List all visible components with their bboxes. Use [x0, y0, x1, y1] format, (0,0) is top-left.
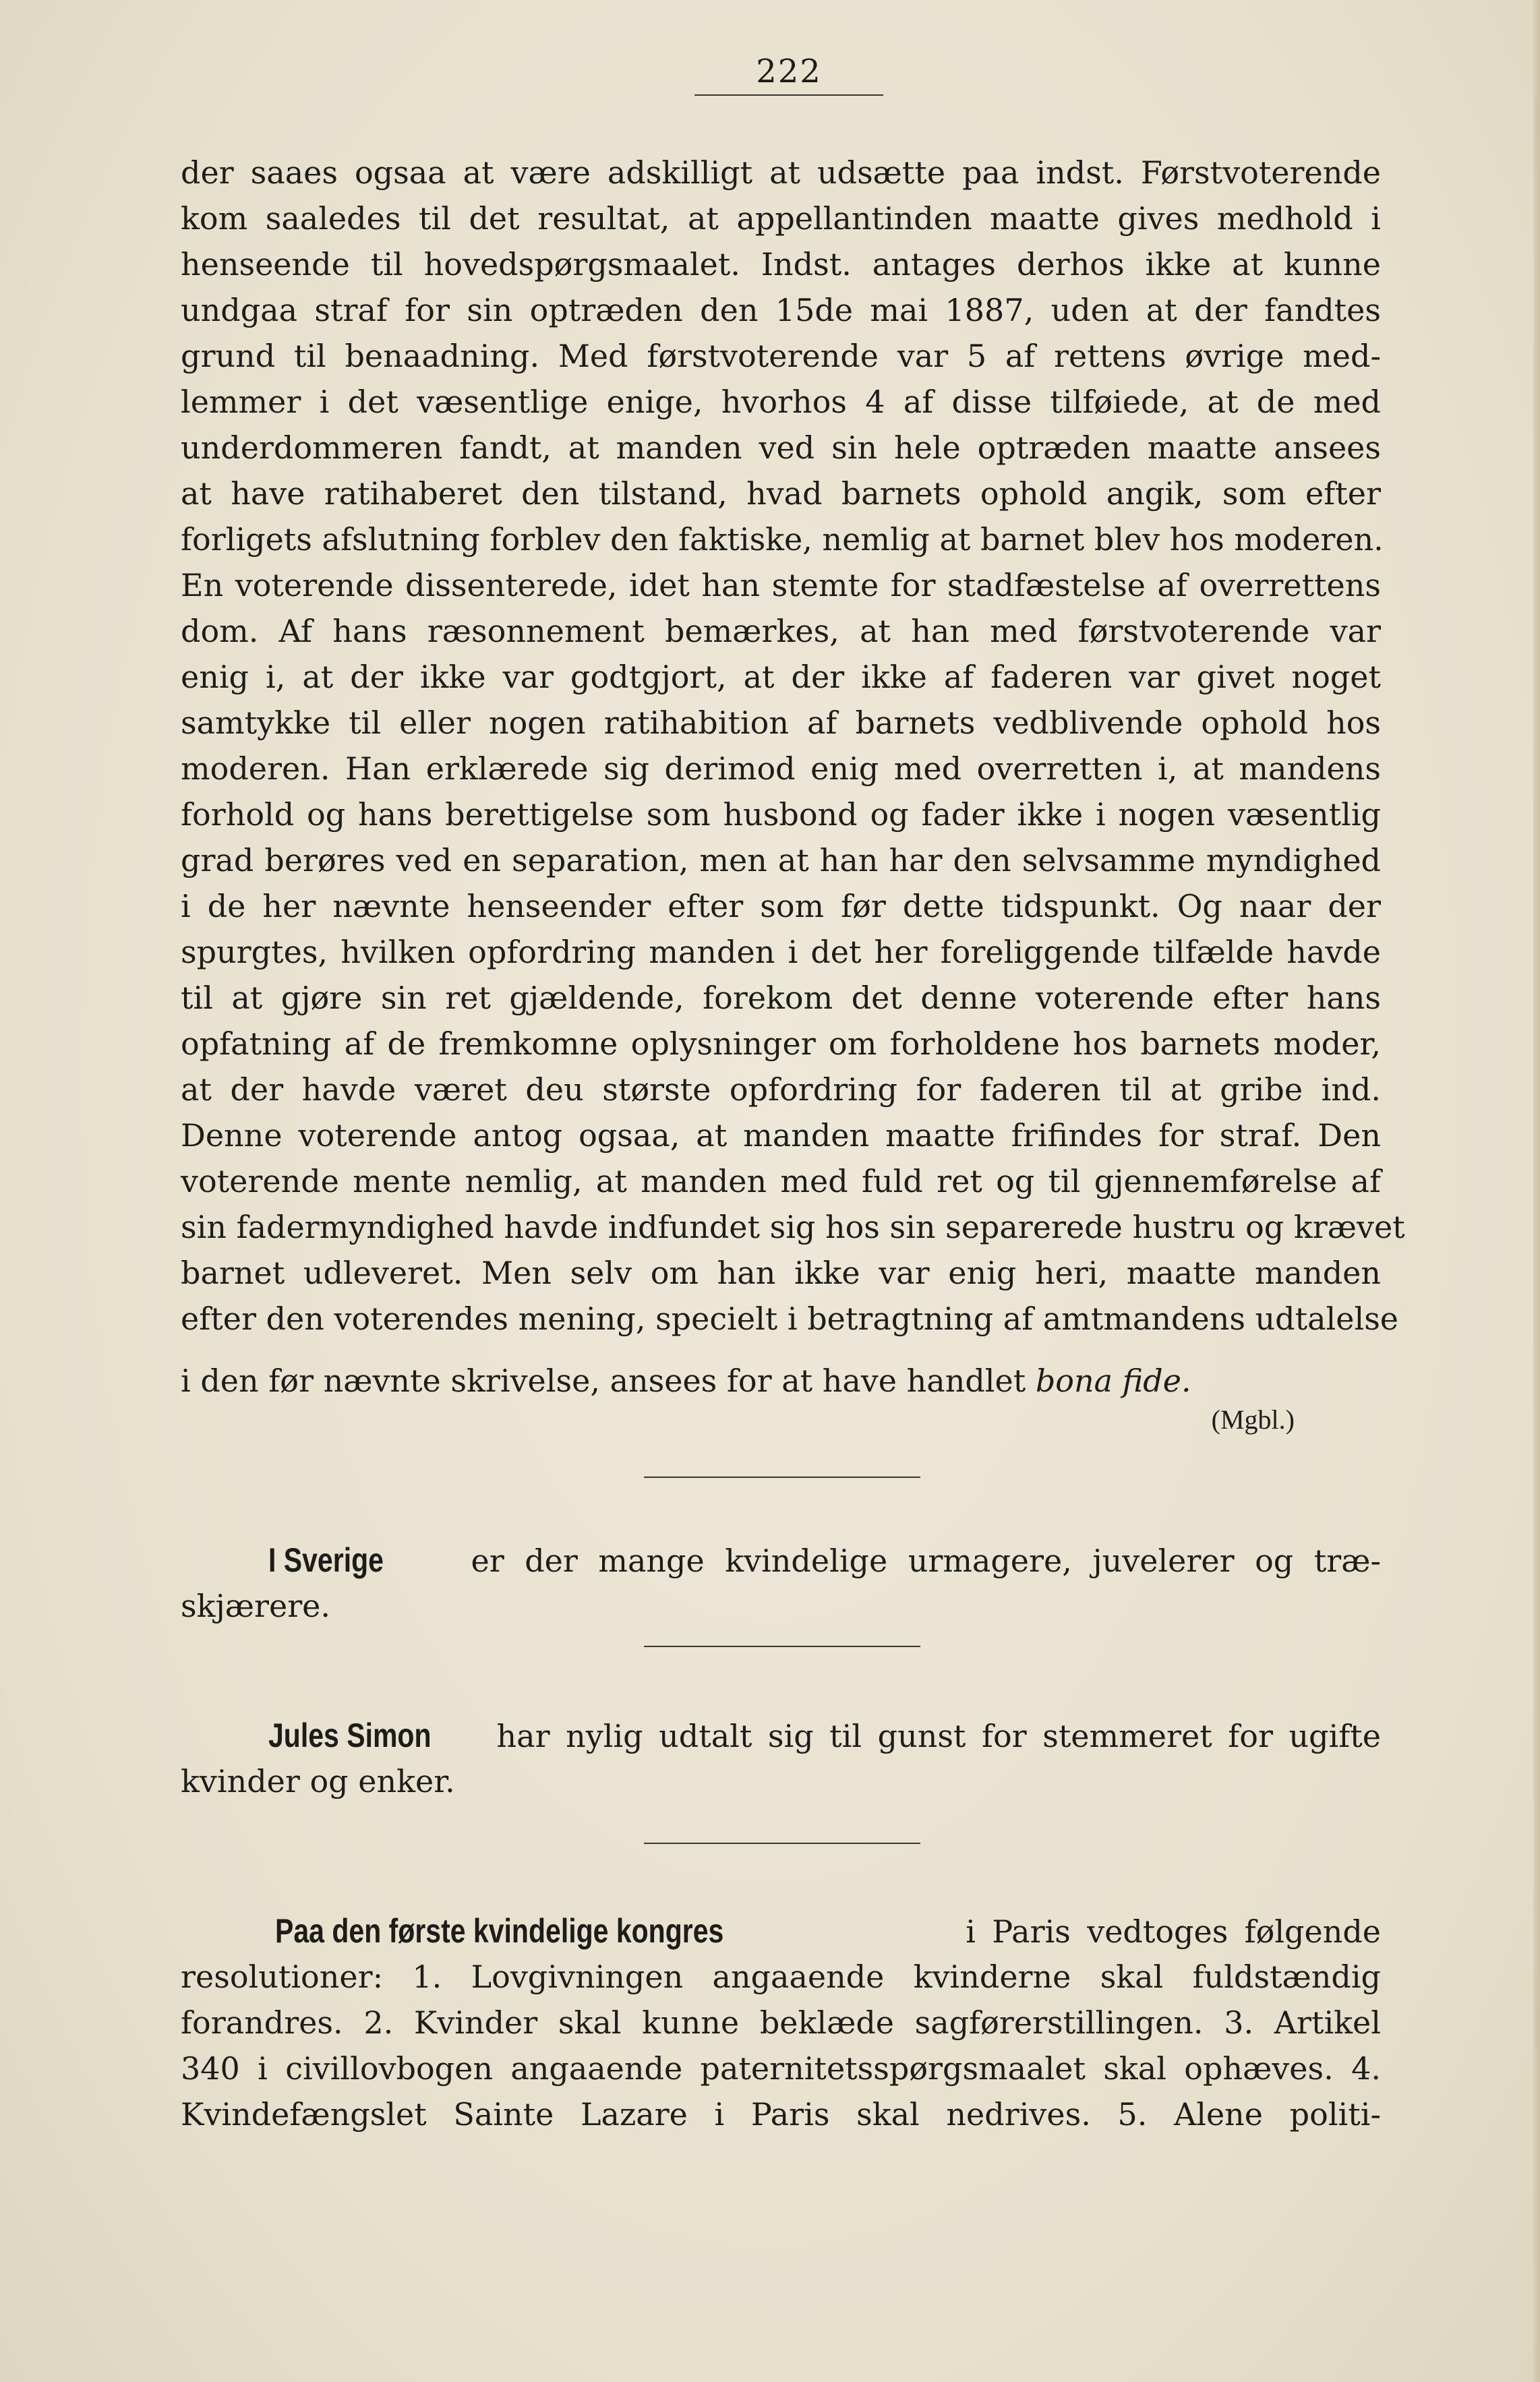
article-line: undgaa straf for sin optræden den 15de mai 1887, uden at der fandtes — [181, 292, 1381, 328]
article-line: Denne voterende antog ogsaa, at manden maatte frifindes for straf. Den — [181, 1117, 1381, 1154]
article-line: opfatning af de fremkomne oplysninger om forholdene hos barnets moder, — [181, 1025, 1381, 1062]
article-line: at have ratihaberet den tilstand, hvad barnets ophold angik, som efter — [181, 475, 1381, 512]
congress-lines — [181, 1954, 1381, 2137]
separator-rule-2 — [644, 1646, 920, 1647]
page-number: 222 — [694, 53, 883, 96]
separator-rule-1 — [644, 1477, 920, 1478]
article-line: i de her nævnte henseender efter som før dette tidspunkt. Og naar der — [181, 888, 1381, 924]
article-line: enig i, at der ikke var godtgjort, at der ikke af faderen var givet noget — [181, 659, 1381, 695]
article-line: sin fadermyndighed havde indfundet sig hos sin separerede hustru og krævet — [181, 1209, 1405, 1245]
article-line: dom. Af hans ræsonnement bemærkes, at han med førstvoterende var — [181, 613, 1381, 649]
congress-line1: i Paris vedtoges følgende — [966, 1913, 1382, 1950]
congress-line: 340 i civillovbogen angaaende paternitetsspørgsmaalet skal ophæves. 4. — [181, 2050, 1381, 2087]
article-line: grund til benaadning. Med førstvoterende var 5 af rettens øvrige med- — [181, 338, 1381, 374]
article-line: der saaes ogsaa at være adskilligt at udsætte paa indst. Førstvoterende — [181, 154, 1381, 191]
article-line: forhold og hans berettigelse som husbond og fader ikke i nogen væsentlig — [181, 796, 1381, 833]
sweden-line1: er der mange kvindelige urmagere, juvelerer og træ- — [471, 1543, 1381, 1579]
notice-congress — [181, 1908, 1381, 2137]
article-line: at der havde været deu største opfordring for faderen til at gribe ind. — [181, 1071, 1381, 1108]
article-line: En voterende dissenterede, idet han stemte for stadfæstelse af overrettens — [181, 567, 1381, 603]
article-line: underdommeren fandt, at manden ved sin hele optræden maatte ansees — [181, 429, 1381, 466]
article-line: moderen. Han erklærede sig derimod enig med overretten i, at mandens — [181, 750, 1381, 787]
article-line: voterende mente nemlig, at manden med fuld ret og til gjennemførelse af — [181, 1163, 1381, 1199]
congress-line: forandres. 2. Kvinder skal kunne beklæde sagførerstillingen. 3. Artikel — [181, 2004, 1381, 2041]
simon-line1: har nylig udtalt sig til gunst for stemmeret for ugifte — [496, 1718, 1381, 1754]
article-line: til at gjøre sin ret gjældende, forekom det denne voterende efter hans — [181, 980, 1381, 1016]
simon-line2: kvinder og enker. — [181, 1763, 455, 1799]
main-article — [181, 150, 1405, 1342]
main-article-last-line — [181, 1358, 1381, 1404]
sweden-heading: I Sverige — [268, 1541, 384, 1579]
article-line: efter den voterendes mening, specielt i betragtning af amtmandens udtalelse — [181, 1301, 1399, 1337]
page-edge — [1533, 0, 1540, 2382]
article-line: samtykke til eller nogen ratihabition af barnets vedblivende ophold hos — [181, 705, 1381, 741]
article-line: kom saaledes til det resultat, at appellantinden maatte gives medhold i — [181, 200, 1381, 237]
separator-rule-3 — [644, 1843, 920, 1844]
sweden-line2: skjærere. — [181, 1588, 331, 1624]
article-line: lemmer i det væsentlige enige, hvorhos 4 af disse tilføiede, at de med — [181, 384, 1381, 420]
congress-line: resolutioner: 1. Lovgivningen angaaende kvinderne skal fuldstændig — [181, 1959, 1381, 1995]
article-line: spurgtes, hvilken opfordring manden i det her foreliggende tilfælde havde — [181, 934, 1381, 970]
article-line: forligets afslutning forblev den faktiske, nemlig at barnet blev hos moderen. — [181, 521, 1384, 558]
notice-sweden — [181, 1537, 1381, 1629]
notice-simon — [181, 1713, 1381, 1804]
last-line-text: i den før nævnte skrivelse, ansees for at have handlet — [181, 1363, 1026, 1399]
congress-line: Kvindefængslet Sainte Lazare i Paris skal nedrives. 5. Alene politi- — [181, 2096, 1381, 2133]
article-line: henseende til hovedspørgsmaalet. Indst. antages derhos ikke at kunne — [181, 246, 1381, 282]
simon-heading: Jules Simon — [268, 1717, 432, 1754]
article-line: grad berøres ved en separation, men at han har den selvsamme myndighed — [181, 842, 1381, 879]
article-line: barnet udleveret. Men selv om han ikke var enig heri, maatte manden — [181, 1255, 1381, 1291]
source-signature: (Mgbl.) — [1211, 1404, 1295, 1435]
bona-fide: bona fide. — [1035, 1363, 1191, 1399]
congress-heading: Paa den første kvindelige kongres — [275, 1912, 724, 1950]
